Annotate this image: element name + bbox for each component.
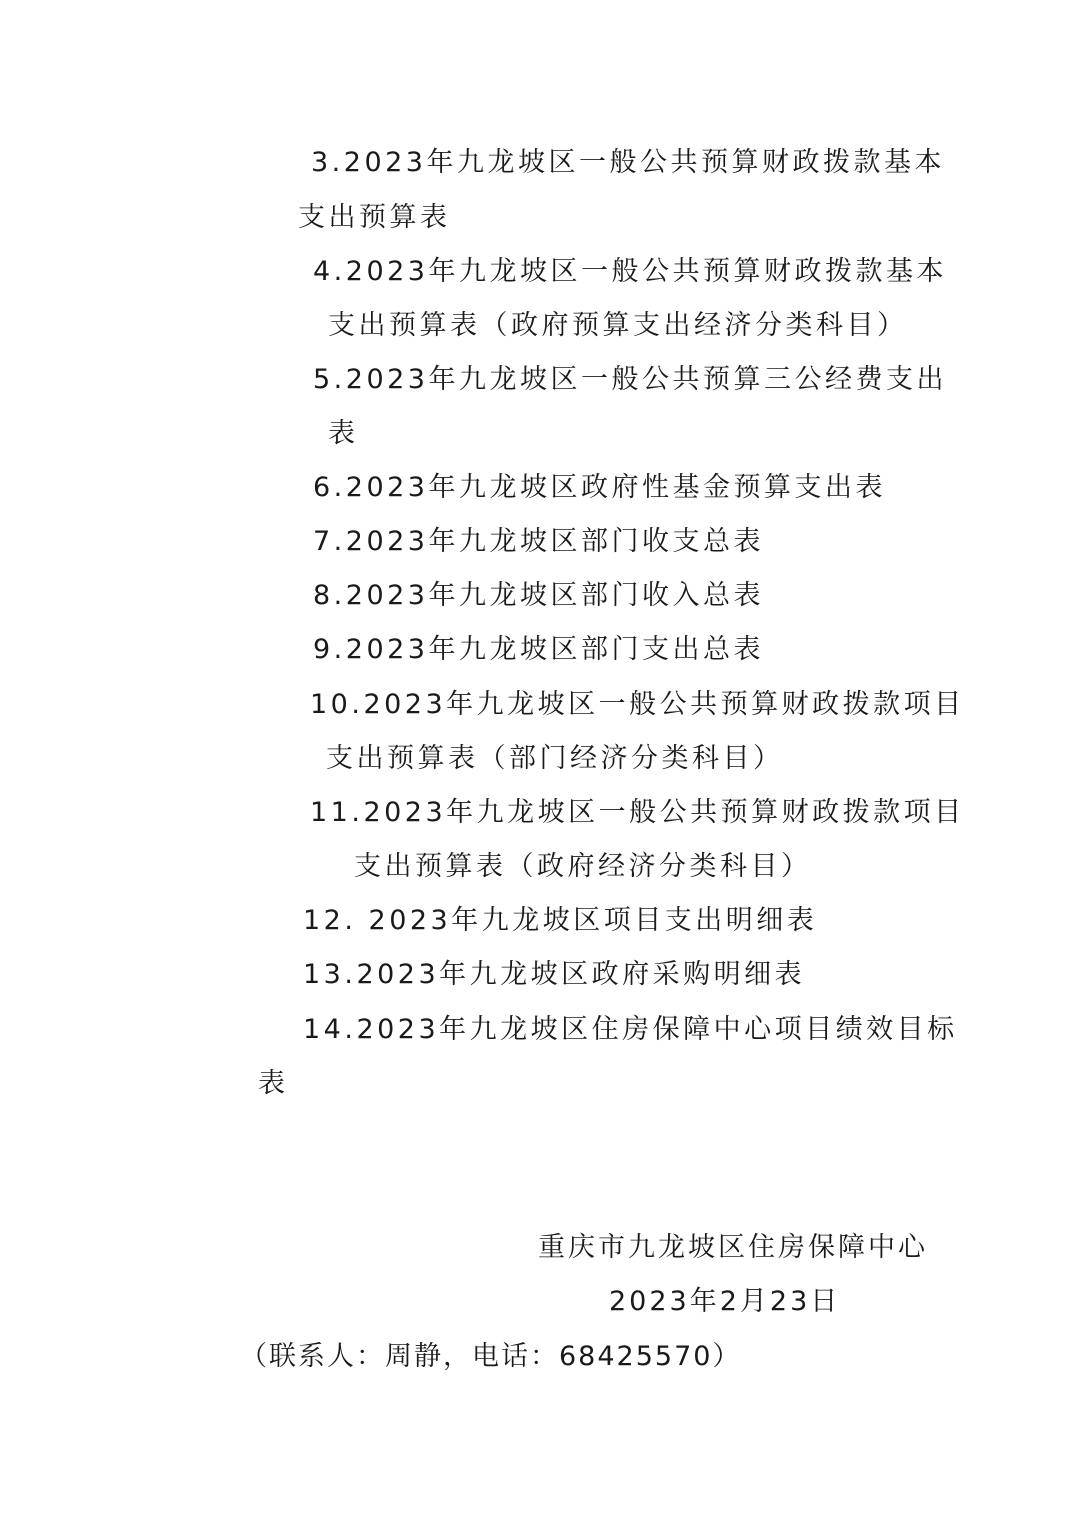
attachment-item-14: 14.2023年九龙坡区住房保障中心项目绩效目标	[303, 1014, 958, 1045]
signature-organization: 重庆市九龙坡区住房保障中心	[538, 1232, 928, 1263]
attachment-item-14-continuation: 表	[258, 1068, 289, 1099]
attachment-item-12: 12. 2023年九龙坡区项目支出明细表	[303, 905, 818, 936]
signature-date: 2023年2月23日	[609, 1286, 841, 1317]
attachment-item-4: 4.2023年九龙坡区一般公共预算财政拨款基本	[313, 256, 947, 287]
contact-info: （联系人：周静，电话：68425570）	[240, 1341, 742, 1372]
attachment-item-5: 5.2023年九龙坡区一般公共预算三公经费支出	[313, 364, 947, 395]
attachment-item-9: 9.2023年九龙坡区部门支出总表	[313, 634, 764, 665]
attachment-item-5-continuation: 表	[328, 418, 359, 449]
attachment-item-10-continuation: 支出预算表（部门经济分类科目）	[326, 743, 784, 774]
attachment-item-10: 10.2023年九龙坡区一般公共预算财政拨款项目	[310, 689, 965, 720]
attachment-item-8: 8.2023年九龙坡区部门收入总表	[313, 580, 764, 611]
attachment-item-7: 7.2023年九龙坡区部门收支总表	[313, 526, 764, 557]
attachment-item-4-continuation: 支出预算表（政府预算支出经济分类科目）	[328, 310, 908, 341]
attachment-item-3-continuation: 支出预算表	[298, 202, 451, 233]
attachment-item-13: 13.2023年九龙坡区政府采购明细表	[303, 959, 806, 990]
attachment-item-3: 3.2023年九龙坡区一般公共预算财政拨款基本	[311, 147, 945, 178]
attachment-item-11-continuation: 支出预算表（政府经济分类科目）	[354, 851, 812, 882]
attachment-item-6: 6.2023年九龙坡区政府性基金预算支出表	[313, 472, 886, 503]
attachment-item-11: 11.2023年九龙坡区一般公共预算财政拨款项目	[310, 797, 965, 828]
